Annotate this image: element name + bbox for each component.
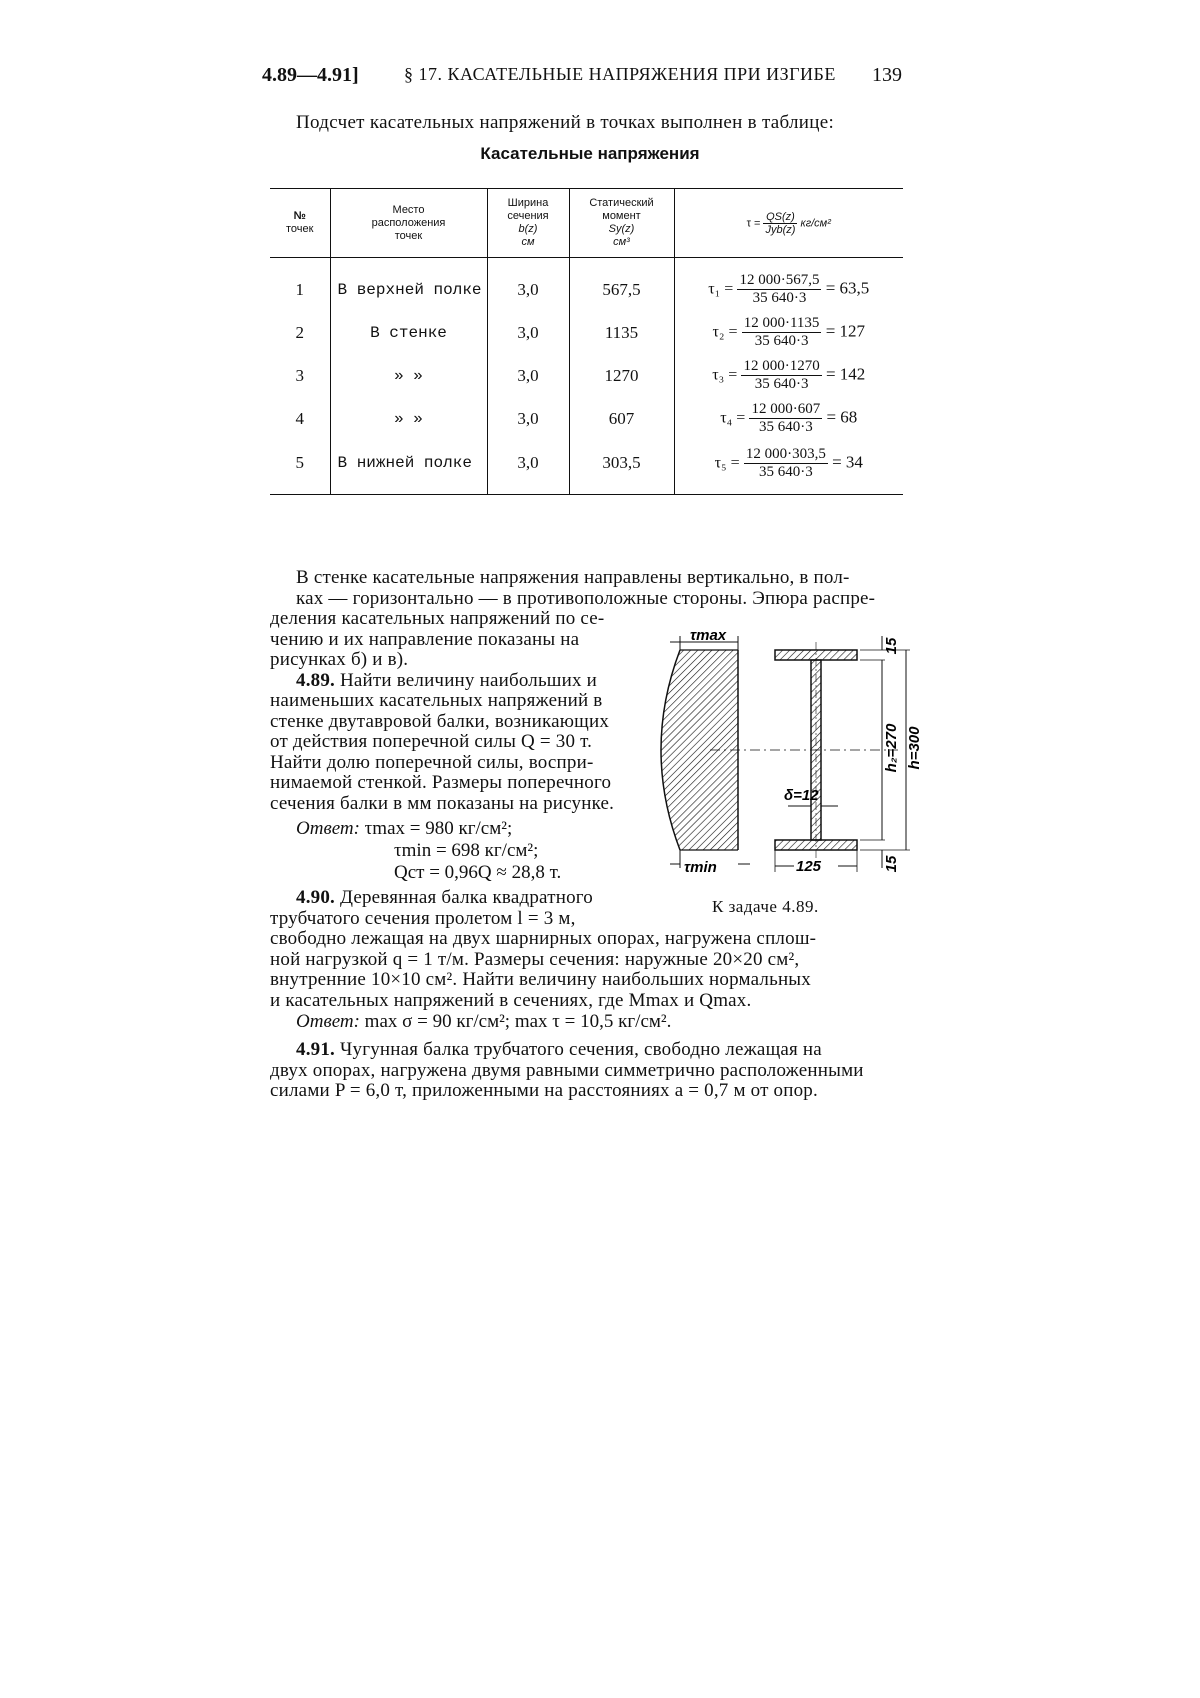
table-row: 4 » » 3,0 607 τ₄ = $\frac{12 000\cdot 607}{35 640\cdot 3}$ = 68 <box>270 397 903 440</box>
problem-4-90-cont: свободно лежащая на двух шарнирных опорах, нагружена сплош- ной нагрузкой q = 1 т/м. Размеры сечения: наружные 20×20 см², внутренние 10×10 см². Найти величину наибольших нормальных и касательных напряжений в сечениях, где Mmax и Qmax. <box>270 928 817 1011</box>
table-row: 2 В стенке 3,0 1135 τ₂ = $\frac{12 000\cdot 1135}{35 640\cdot 3}$ = 127 <box>270 311 903 354</box>
answer-4-90: Ответ: max σ = 90 кг/см²; max τ = 10,5 кг/см². <box>296 1011 672 1032</box>
intro-text: Подсчет касательных напряжений в точках выполнен в таблице: <box>296 112 835 133</box>
problem-4-91: 4.91. Чугунная балка трубчатого сечения, свободно лежащая на двух опорах, нагружена двумя равными симметрично расположенными силами P = 6,0 т, приложенными на расстояниях a = 0,7 м от опор. <box>270 1039 864 1101</box>
problem-4-89: деления касательных напряжений по се- чению и их направление показаны на рисунках б) и в). 4.89. Найти величину наибольших и наименьших касательных напряжений в стенке двутавровой балки, возникающих от действия поперечной силы Q = 30 т. Найти долю поперечной силы, воспри- нимаемой стенкой. Размеры поперечного сечения балки в мм показаны на рисунке. <box>270 608 615 814</box>
i-beam-figure <box>670 627 923 890</box>
table-header-row <box>270 189 903 258</box>
col-header-static-moment: Статический момент Sy(z) см³ <box>569 189 674 258</box>
dim-15-top-label: 15 <box>883 637 900 655</box>
stress-table <box>270 188 903 495</box>
shear-stress-diagram <box>661 636 750 868</box>
page-number: 139 <box>872 64 902 86</box>
table-row: 5 В нижней полке 3,0 303,5 τ₅ = $\frac{12 000\cdot 303,5}{35 640\cdot 3}$ = 34 <box>270 440 903 495</box>
dim-125-label: 125 <box>796 858 822 875</box>
dim-h-label: h=300 <box>906 726 923 770</box>
answer-4-89: Ответ: τmax = 980 кг/см²; τmin = 698 кг/см²; Qст = 0,96Q ≈ 28,8 т. <box>296 818 562 883</box>
col-header-number: № точек <box>270 189 330 258</box>
header-range: 4.89—4.91] <box>262 64 359 86</box>
table-row: 3 » » 3,0 1270 τ₃ = $\frac{12 000\cdot 1270}{35 640\cdot 3}$ = 142 <box>270 354 903 397</box>
tau-max-label: τmax <box>690 627 727 644</box>
col-header-width: Ширина сечения b(z) см <box>487 189 569 258</box>
col-header-place: Место расположения точек <box>330 189 487 258</box>
col-header-formula: τ = $\frac{QS(z)}{\text{Jyb(z)}}$ кг/см² <box>674 189 903 258</box>
dim-15-bottom-label: 15 <box>883 855 900 873</box>
tau-min-label: τmin <box>684 859 717 876</box>
table-row: 1 В верхней полке 3,0 567,5 τ₁ = $\frac{12 000\cdot 567,5}{35 640\cdot 3}$ = 63,5 <box>270 258 903 312</box>
explanation-paragraph: В стенке касательные напряжения направлены вертикально, в пол- ках — горизонтально — в противоположные стороны. Эпюра распре- <box>296 567 876 609</box>
i-beam-section <box>775 642 857 860</box>
dim-h2-label: h₂=270 <box>883 723 900 773</box>
problem-4-90: 4.90. Деревянная балка квадратного трубчатого сечения пролетом l = 3 м, <box>270 887 593 929</box>
table-caption: Касательные напряжения <box>480 144 700 163</box>
figure-caption: К задаче 4.89. <box>712 897 819 916</box>
header-section: § 17. КАСАТЕЛЬНЫЕ НАПРЯЖЕНИЯ ПРИ ИЗГИБЕ <box>404 64 836 84</box>
dim-delta-label: δ=12 <box>784 787 819 804</box>
